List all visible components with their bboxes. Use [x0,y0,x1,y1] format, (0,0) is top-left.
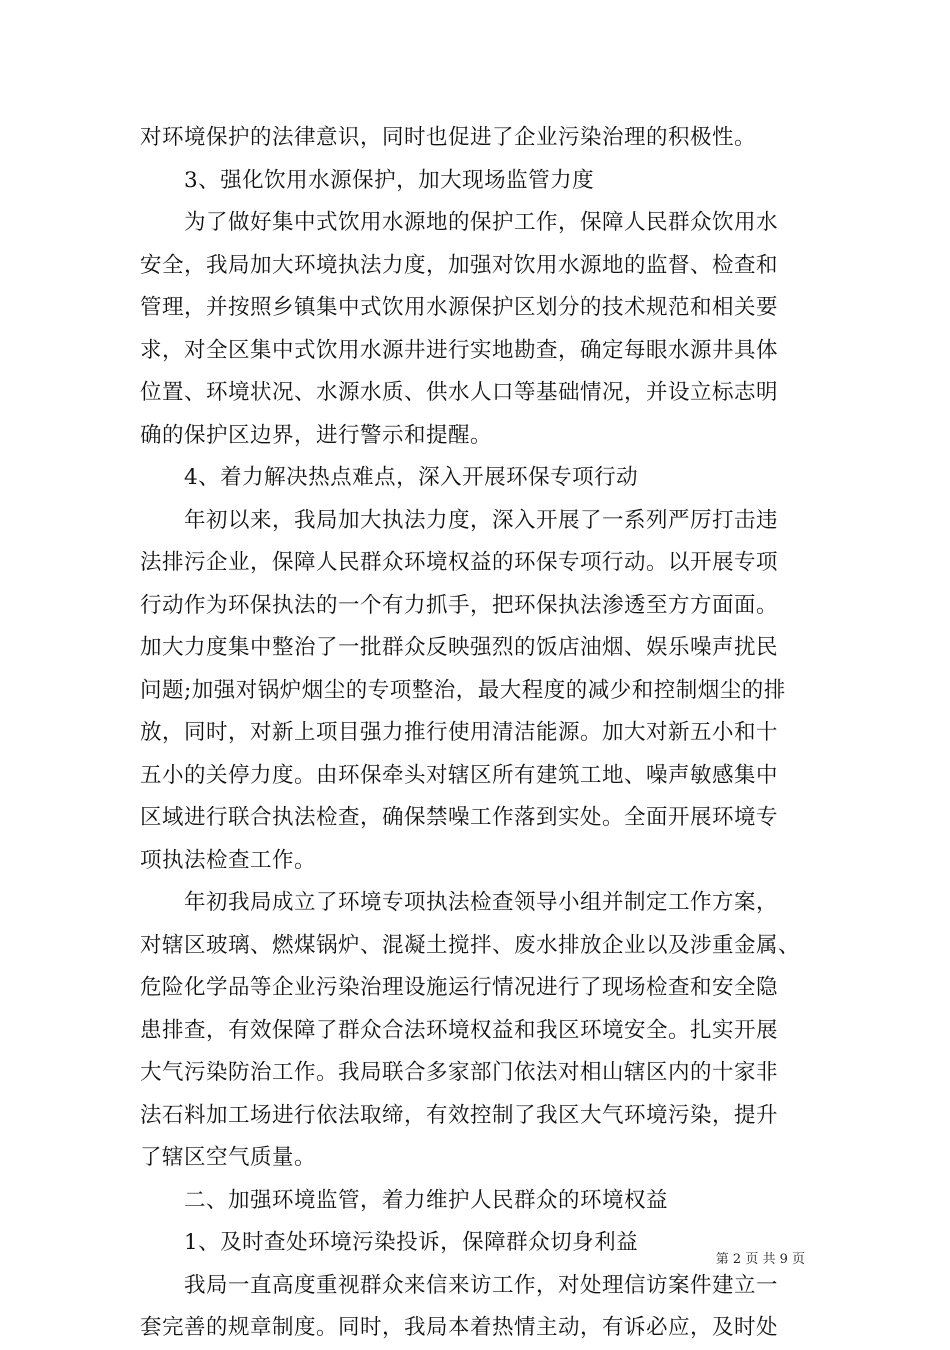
text-line: 确的保护区边界，进行警示和提醒。 [140,422,493,448]
text-line: 项执法检查工作。 [140,847,317,873]
text-line: 为了做好集中式饮用水源地的保护工作，保障人民群众饮用水 [184,210,779,235]
text-line: 了辖区空气质量。 [140,1145,317,1170]
text-line: 年初以来，我局加大执法力度，深入开展了一系列严厉打击违 [184,507,779,533]
text-line: 大气污染防治工作。我局联合多家部门依法对相山辖区内的十家非 [140,1060,779,1085]
page-number: 第 2 页 共 9 页 [715,1252,805,1267]
text-line: 求，对全区集中式饮用水源井进行实地勘查，确定每眼水源井具体 [140,337,779,363]
text-line: 区域进行联合执法检查，确保禁噪工作落到实处。全面开展环境专 [140,805,779,830]
text-line: 行动作为环保执法的一个有力抓手，把环保执法渗透至方方面面。 [140,592,779,618]
text-line: 年初我局成立了环境专项执法检查领导小组并制定工作方案， [184,890,779,915]
text-line: 法石料加工场进行依法取缔，有效控制了我区大气环境污染，提升 [140,1102,779,1128]
text-line: 对环境保护的法律意识，同时也促进了企业污染治理的积极性。 [140,125,757,150]
text-line: 五小的关停力度。由环保牵头对辖区所有建筑工地、噪声敏感集中 [140,762,779,788]
text-line: 放，同时，对新上项目强力推行使用清洁能源。加大对新五小和十 [140,720,779,745]
text-line: 对辖区玻璃、燃煤锅炉、混凝土搅拌、废水排放企业以及涉重金属、 [140,932,801,958]
text-line: 管理，并按照乡镇集中式饮用水源保护区划分的技术规范和相关要 [140,295,779,320]
text-line: 加大力度集中整治了一批群众反映强烈的饭店油烟、娱乐噪声扰民 [140,635,779,660]
text-line: 危险化学品等企业污染治理设施运行情况进行了现场检查和安全隐 [140,975,779,1000]
text-line: 位置、环境状况、水源水质、供水人口等基础情况，并设立标志明 [140,380,779,405]
document-body [140,117,810,1350]
text-line: 法排污企业，保障人民群众环境权益的环保专项行动。以开展专项 [140,550,779,575]
text-line: 套完善的规章制度。同时，我局本着热情主动，有诉必应，及时处 [140,1315,779,1340]
text-line: 4、着力解决热点难点，深入开展环保专项行动 [184,465,639,490]
text-line: 1、及时查处环境污染投诉，保障群众切身利益 [184,1230,639,1255]
text-line: 安全，我局加大环境执法力度，加强对饮用水源地的监督、检查和 [140,252,779,278]
text-line: 患排查，有效保障了群众合法环境权益和我区环境安全。扎实开展 [140,1017,779,1043]
text-line: 二、加强环境监管，着力维护人民群众的环境权益 [184,1187,669,1213]
text-line: 我局一直高度重视群众来信来访工作，对处理信访案件建立一 [184,1272,779,1298]
text-line: 问题;加强对锅炉烟尘的专项整治，最大程度的减少和控制烟尘的排 [140,677,786,703]
text-line: 3、强化饮用水源保护，加大现场监管力度 [184,167,595,193]
